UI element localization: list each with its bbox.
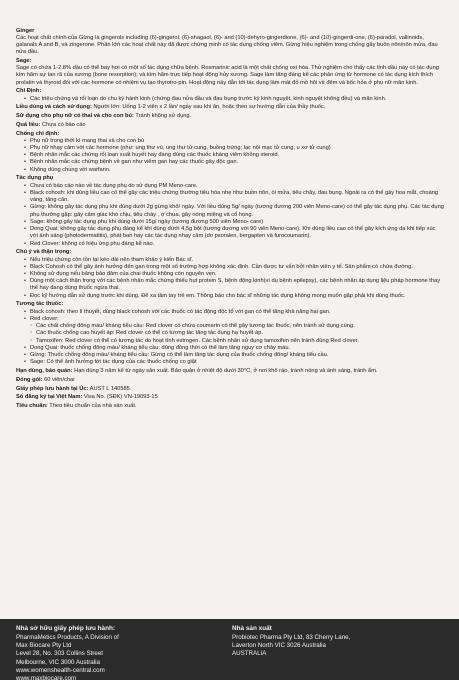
- list-item: • Không sử dụng nếu bảng bảo đảm của chai thuốc không còn nguyên vẹn.: [24, 271, 444, 278]
- side-effects-title: Tác dụng phụ: [16, 175, 54, 182]
- license-holder-line: PharmaMetics Products, A Division of: [16, 633, 119, 641]
- interactions-list-more: [16, 345, 444, 367]
- license-holder-block: [16, 625, 216, 680]
- list-item: • Gừng: không gây tác dụng phụ khi dùng dưới 2g gừng khô/ ngày. Với liều dùng 5g/ ngày (tương đương 200 viên Meno-care) có thể gây tác dụng phụ. Các tác dụng phụ thường gặp: gây cảm giác khó chịu, tiêu chảy , ợ chua, gây nóng miệng và cổ họng.: [24, 204, 444, 218]
- pregnancy-label: Sử dụng cho phụ nữ có thai và cho con bú:: [16, 113, 134, 120]
- list-item: • Chưa có báo cáo nào về tác dụng phụ do sử dụng PM Meno-care.: [24, 183, 444, 190]
- packaging-label: Đóng gói:: [16, 376, 43, 383]
- precautions-list: [16, 257, 444, 300]
- manufacturer-line: AUSTRALIA: [232, 650, 267, 658]
- overdose-text: Chưa có báo cáo: [40, 121, 86, 128]
- precautions-title: Chú ý và thận trọng:: [16, 249, 72, 256]
- sage-text: Sage có chứa 1-2.8% dầu có thể bay hơi có một số tác dụng chữa bệnh. Rosmarinic acid là một chất chống oxi hóa. Thử nghiệm cho thấy các tinh dầu này có tác dụng kìm hãm sự tan rã của xương (bone resorption); và kìm hãm trực tiếp hoạt động hủy xương. Sage làm tăng đáng kể các phản ứng từ hormone có tác dụng kích thích prolatin và thyroid đối với các hormone có nhiệm vụ tạo thyrotro-pin. Hoạt động này dẫn tới tác dụng làm mát đỏ mồ hôi về đêm và bốc hỏa ở phụ nữ mãn kinh.: [16, 65, 439, 86]
- list-item: ◦ Các thuốc chống cao huyết áp: Red clover có thể có tương tác tăng tác dụng hạ huyết áp.: [30, 330, 444, 337]
- list-item: • Gừng: Thuốc chống đông máu/ kháng tiểu cầu: Gừng có thể làm tăng tác dụng của thuốc chống đông/ kháng tiểu cầu.: [24, 352, 444, 359]
- expiry-line: [16, 368, 444, 375]
- standard-text: Theo tiêu chuẩn của nhà sản xuất.: [47, 402, 137, 409]
- manufacturer-title: Nhà sản xuất: [232, 625, 272, 632]
- indications-list: [16, 96, 444, 103]
- au-license-label: Giấy phép lưu hành tại Úc:: [16, 385, 89, 392]
- license-holder-line: www.womenshealth-central.com: [16, 667, 105, 675]
- dosage-line: [16, 104, 444, 111]
- dosage-label: Liều dùng và cách sử dụng:: [16, 104, 92, 111]
- expiry-label: Hạn dùng, bảo quản:: [16, 368, 73, 375]
- footer-band: [0, 619, 459, 680]
- list-item: • Sage: không gây tác dụng phụ khi dùng dưới 15g/ ngày (tương đương 500 viên Meno- care): [24, 219, 444, 226]
- vn-registration-label: Số đăng ký tại Việt Nam:: [16, 394, 83, 401]
- manufacturer-line: Probiotec Pharma Pty Ltd, 83 Cherry Lane,: [232, 633, 351, 641]
- license-holder-line: Melbourne, VIC 3000 Australia: [16, 658, 100, 666]
- list-item: • Dong Quai: thuốc chống đông máu/ kháng tiểu cầu: dùng đồng thời có thể làm tăng nguy cơ chảy máu.: [24, 345, 444, 352]
- license-holder-line: www.maxbiocare.com: [16, 675, 77, 680]
- pregnancy-line: [16, 113, 444, 120]
- contraindications-list: [16, 138, 444, 174]
- au-license-line: [16, 386, 444, 393]
- list-item: • Không dùng chung với warfarin.: [24, 167, 444, 174]
- red-clover-sublist: [16, 323, 444, 345]
- list-item: • Dong Quai: không gây tác dụng phụ đáng kể khi dùng dưới 4,5g bột (tương đương với 90 viên Meno-care). Khi dùng liều cao có thể gây kích ứng da khi tiếp xúc với ánh sáng (photodermatitis), phát ban hay các tác dụng nhạy cảm (do psoralen, bergapten và furocoumarin).: [24, 226, 444, 240]
- au-license-text: AUST L 140585: [88, 385, 130, 392]
- list-item: • Nếu triệu chứng còn tồn tại kéo dài nên tham khảo ý kiến Bác sĩ.: [24, 257, 444, 264]
- list-item: • Bệnh nhân mắc các chứng rối loạn xuất huyết hay đang dùng các thuốc kháng viêm không steroid.: [24, 152, 444, 159]
- side-effects-list: [16, 183, 444, 248]
- overdose-label: Quá liều:: [16, 121, 41, 128]
- list-item: • Red clover:: [24, 316, 444, 323]
- pregnancy-text: Tránh không sử dụng.: [133, 113, 192, 120]
- list-item: • Sage: Có thể ảnh hưởng tới tác dụng của các thuốc chống co giật: [24, 359, 444, 366]
- ginger-text: Các hoạt chất chính của Gừng là gingerols including (6)-gingerol, (6)-shagaol, (6)- and (10)-dehyro-gingerdione, (6)- and (10)-gingerdi-one, (6)-paradol, vallinoids, galanals A and B, và zingerone. Phần lớn các hoạt chất này đã được chứng minh có tác dụng chống viêm. Gừng hiệu nghiệm trong chống gây buồn nôn/nôn mửa, đau nửa đầu.: [16, 34, 438, 56]
- license-holder-line: Level 28, No. 303 Collins Street: [16, 650, 104, 658]
- standard-line: [16, 403, 444, 410]
- list-item: • Red Clover: không có hiệu ứng phụ đáng kể nào.: [24, 241, 444, 248]
- license-holder-line: Max Biocare Pty Ltd: [16, 642, 72, 649]
- vn-registration-text: Visa No. (SĐK) VN-19093-15: [82, 394, 158, 401]
- list-item: • Các triệu chứng và rối loạn do chu kỳ hành kinh (chứng đau nửa đầu và đau bụng trước kỳ kinh nguyệt, kinh nguyệt không đều) và mãn kinh.: [24, 96, 444, 103]
- overdose-line: [16, 122, 444, 129]
- vn-registration-line: [16, 394, 444, 401]
- packaging-text: 60 viên/chai: [42, 376, 75, 383]
- list-item: • Dùng một cách thận trọng với các bệnh nhân mắc chứng thiếu hụt protein S, bệnh động kinh(vì dụ bệnh epilepsy), các bệnh nhân áp dụng liệu pháp hormone thay thế hay đang dùng thuốc ngừa thai.: [24, 278, 444, 292]
- list-item: • Phụ nữ trong thời kì mang thai và cho con bú: [24, 138, 444, 145]
- standard-label: Tiêu chuẩn:: [16, 402, 48, 409]
- list-item: ◦ Tamoxifen: Red clover có thể có tương tác do hoạt tính estrogen. Các bệnh nhân sử dụng tamoxifen nên tránh dùng Red clover.: [30, 338, 444, 345]
- list-item: • Phụ nữ nhạy cảm với các hormone (như: ung thư vú, ung thư tử cung, buồng trứng; lạc nội mạc tử cung; u xơ tử cung): [24, 145, 444, 152]
- license-holder-title: Nhà sở hữu giấy phép lưu hành:: [16, 625, 116, 632]
- interactions-title: Tương tác thuốc:: [16, 301, 64, 308]
- contraindications-title: Chống chỉ định:: [16, 130, 60, 137]
- packaging-line: [16, 377, 444, 384]
- list-item: • Đọc kỹ hướng dẫn sử dụng trước khi dùng. Để xa tầm tay trẻ em. Thông báo cho bác sĩ những tác dụng không mong muốn gặp phải khi dùng thuốc.: [24, 293, 444, 300]
- manufacturer-block: [232, 625, 442, 659]
- manufacturer-line: Laverton North VIC 3026 Australia: [232, 642, 326, 649]
- sage-title: Sage:: [16, 57, 32, 64]
- expiry-text: Hạn dùng 3 năm kể từ ngày sản xuất. Bảo quản ở nhiệt độ dưới 30°C, ở nơi khô ráo, tránh nóng và ánh sáng, tránh ẩm.: [72, 368, 378, 375]
- interactions-list: [16, 309, 444, 323]
- list-item: • Bệnh nhân mắc các chứng bệnh về gan như viêm gan hay các thuốc gây độc gan.: [24, 159, 444, 166]
- list-item: • Black Cohosh có thể gây ảnh hưởng đến gan trong một số trường hợp không xác định. Cần được tư vấn bởi nhân viên y tế. Sản phẩm có chứa đường.: [24, 264, 444, 271]
- indications-title: Chỉ Định:: [16, 88, 42, 95]
- list-item: • Black cohosh: khi dùng liều cao có thể gây các triệu chứng thường tiêu hóa nhẹ như buồn nôn, ói mửa, tiêu chảy, đau bụng. Ngoài ra có thể gây hoa mắt, choáng váng, tăng cân.: [24, 190, 444, 204]
- dosage-text: Người lớn: Uống 1-2 viên x 2 lần/ ngày sau khi ăn, hoặc theo sự hướng dẫn của thầy thuốc.: [91, 104, 326, 111]
- leaflet-body: [16, 26, 444, 616]
- list-item: ◦ Các chất chống đông máu/ kháng tiểu cầu: Red clover có chứa coumarin có thể gây tương tác thuốc, nên tránh sử dụng cùng.: [30, 323, 444, 330]
- list-item: • Black cohosh: theo lí thuyết, dùng black cohosh với các thuốc có tác động độc tố với gan có thể tăng khả năng hại gan.: [24, 309, 444, 316]
- ginger-title: Ginger: [16, 27, 35, 34]
